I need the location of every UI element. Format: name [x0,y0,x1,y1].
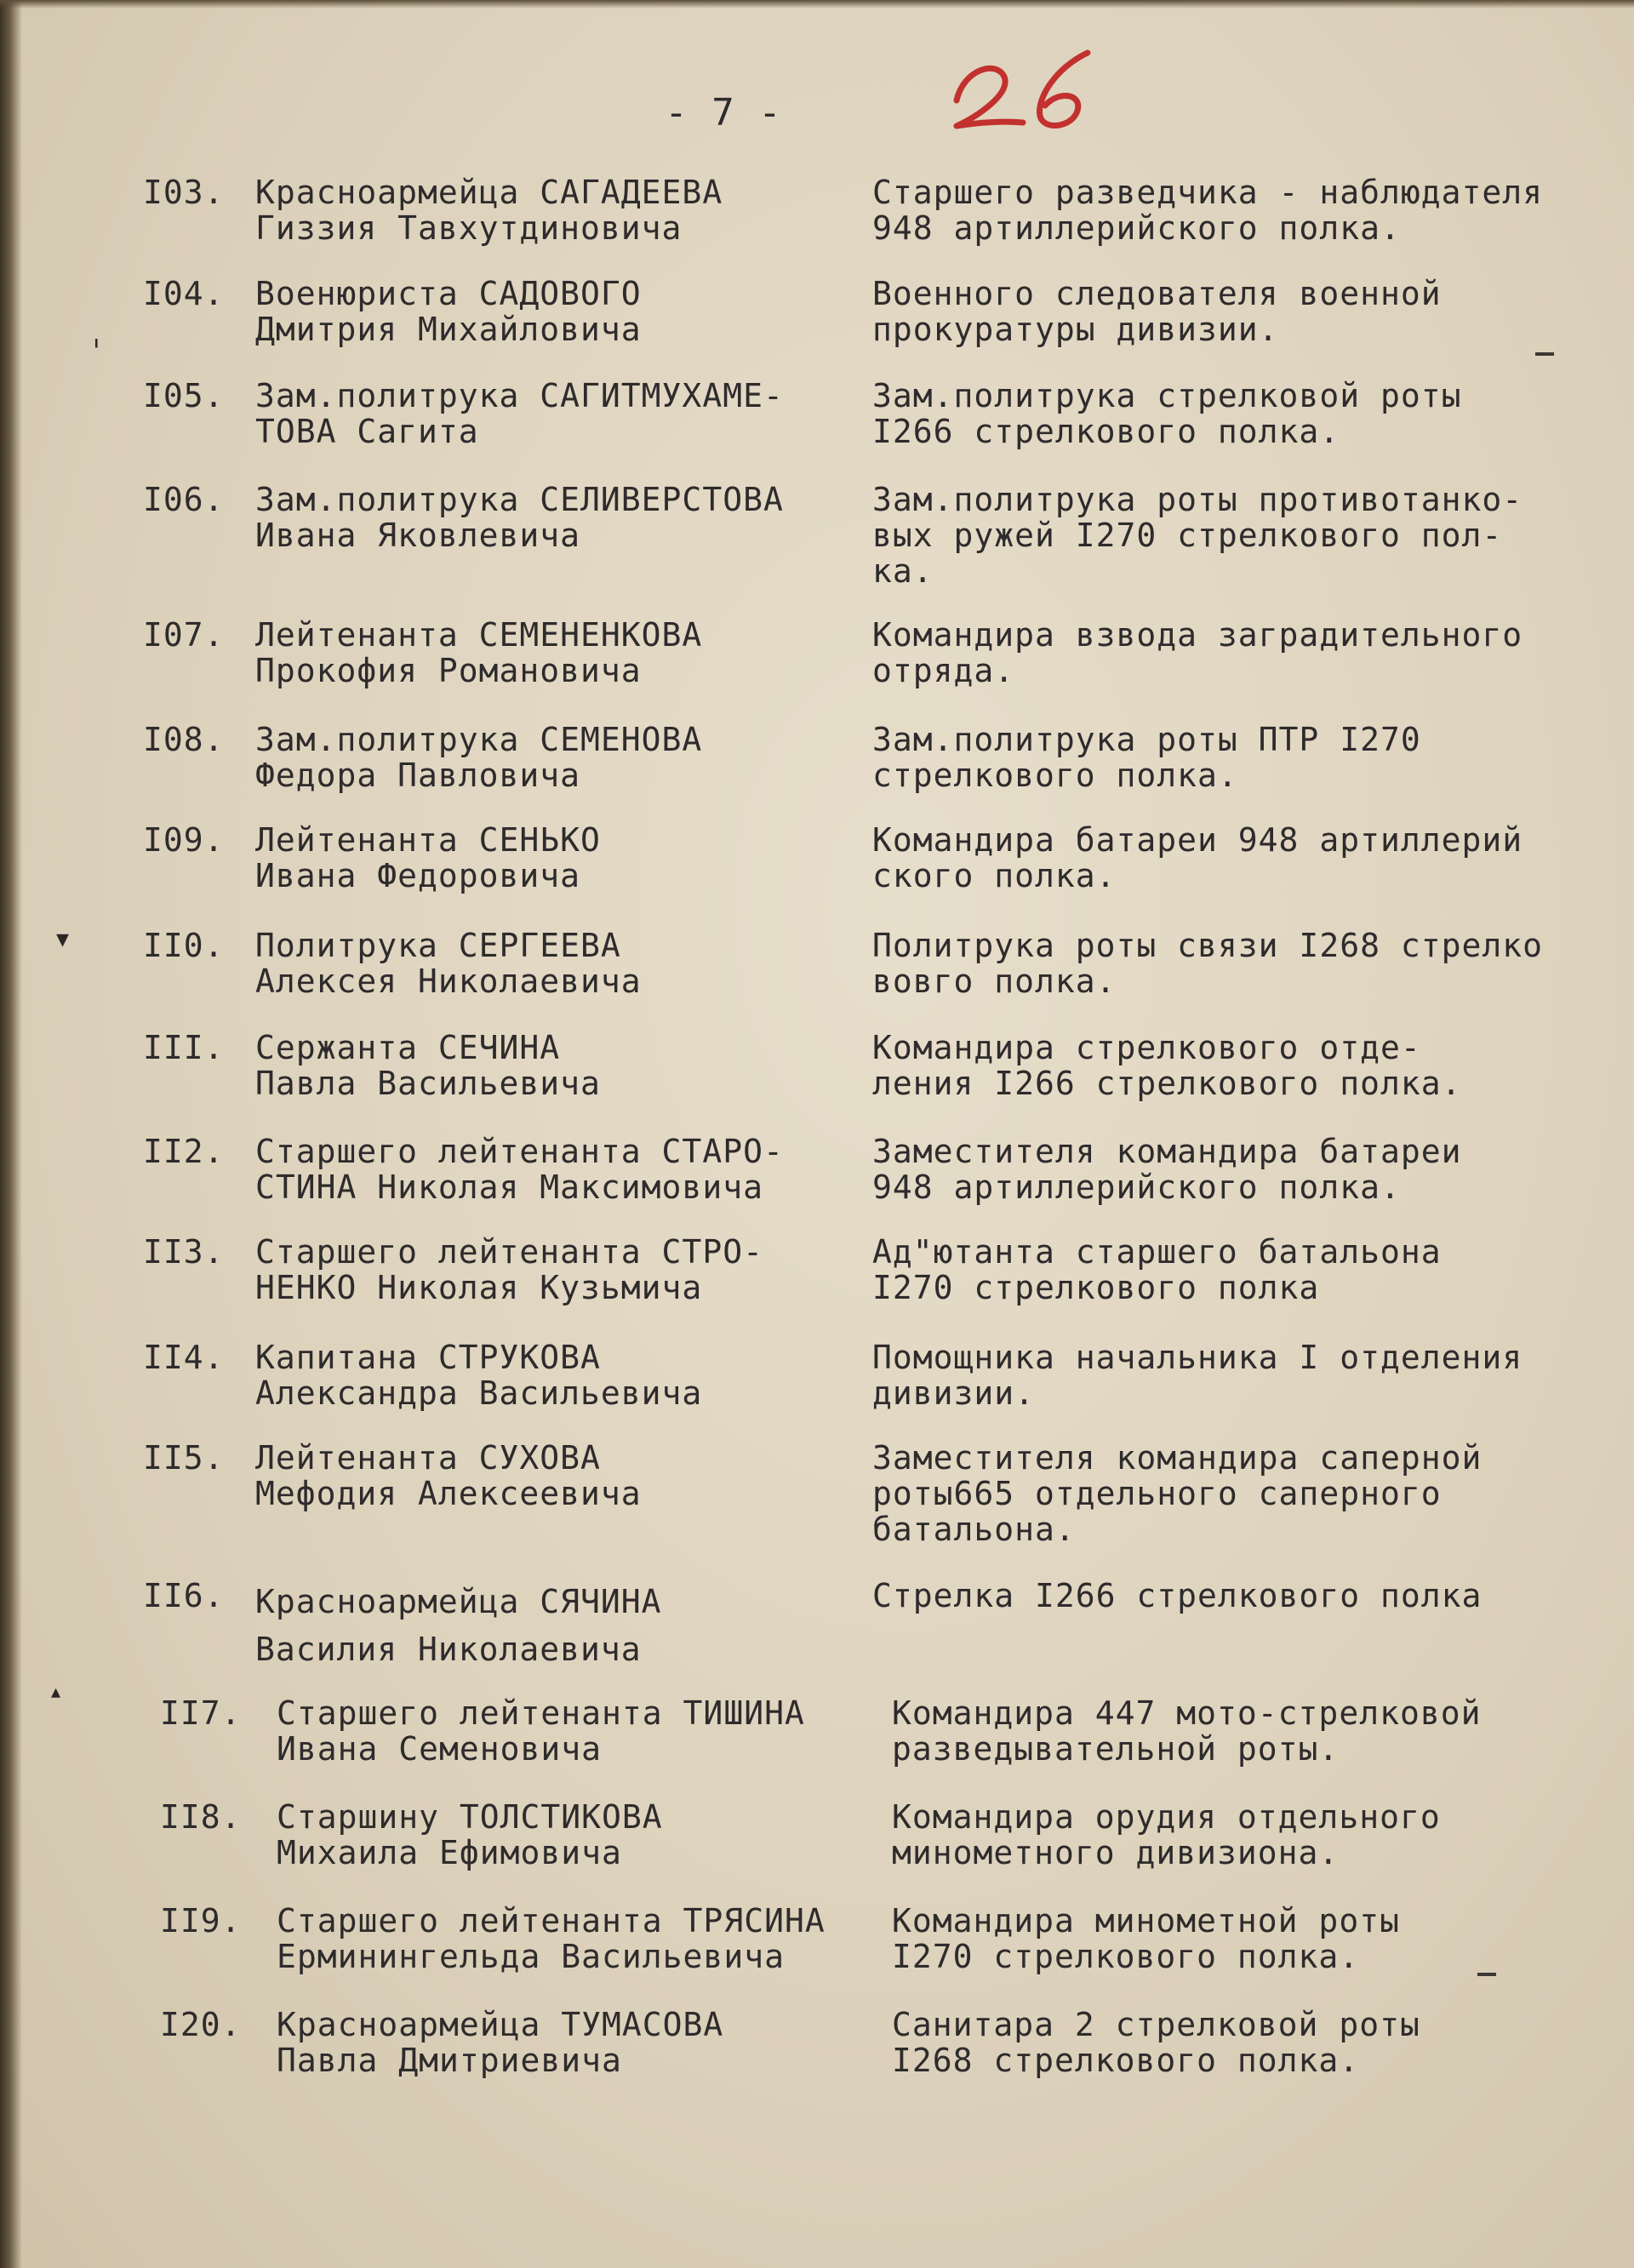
margin-tick-mark: ˌ [92,313,101,351]
entry-person: Зам.политрука САГИТМУХАМЕ- ТОВА Сагита [255,377,784,450]
entry-number: I04. [143,275,225,312]
entry-number: II8. [160,1798,242,1836]
entry-person: Политрука СЕРГЕЕВА Алексея Николаевича [255,927,642,1000]
entry-person: Красноармейца ТУМАСОВА Павла Дмитриевича [277,2006,724,2079]
entry-person: Старшину ТОЛСТИКОВА Михаила Ефимовича [277,1798,663,1871]
entry-position: Командира орудия отдельного минометного дивизиона. [892,1798,1441,1871]
entry-position: Санитара 2 стрелковой роты I268 стрелкового полка. [892,2006,1420,2079]
entry-position: Командира взвода заградительного отряда. [872,616,1523,689]
entry-person: Сержанта СЕЧИНА Павла Васильевича [255,1029,601,1102]
entry-number: II0. [143,927,225,964]
entry-position: Зам.политрука роты противотанко- вых ружей I270 стрелкового пол- ка. [872,481,1523,590]
entry-person: Красноармейца САГАДЕЕВА Гиззия Тавхутдиновича [255,174,723,247]
entry-person: Военюриста САДОВОГО Дмитрия Михайловича [255,275,642,348]
entry-position: Командира минометной роты I270 стрелкового полка. [892,1902,1400,1975]
entry-position: Ад"ютанта старшего батальона I270 стрелкового полка [872,1233,1442,1306]
entry-person: Старшего лейтенанта ТРЯСИНА Ерминингельда Васильевича [277,1902,826,1975]
entry-number: I20. [160,2006,242,2043]
entry-person: Лейтенанта СУХОВА Мефодия Алексеевича [255,1439,642,1512]
entry-number: I06. [143,481,225,518]
entry-number: I08. [143,721,225,758]
entry-person: Старшего лейтенанта ТИШИНА Ивана Семеновича [277,1694,805,1768]
entry-number: II3. [143,1233,225,1271]
entry-person: Зам.политрука СЕМЕНОВА Федора Павловича [255,721,703,794]
margin-tick-mark [1535,352,1554,356]
entry-person: Лейтенанта СЕМЕНЕНКОВА Прокофия Романовича [255,616,703,689]
entry-position: Заместителя командира батареи 948 артиллерийского полка. [872,1133,1462,1206]
entry-position: Стрелка I266 стрелкового полка [872,1577,1483,1614]
entry-number: II4. [143,1339,225,1376]
entry-number: I05. [143,377,225,414]
entry-number: II7. [160,1694,242,1732]
entry-number: II2. [143,1133,225,1170]
margin-tick-mark [1477,1973,1496,1976]
page-left-edge [0,0,22,2268]
entry-number: II5. [143,1439,225,1477]
entry-position: Зам.политрука роты ПТР I270 стрелкового полка. [872,721,1421,794]
margin-tick-mark: ▴ [51,1682,61,1703]
entry-number: III. [143,1029,225,1066]
entry-person: Красноармейца СЯЧИНА Василия Николаевича [255,1583,662,1668]
entry-person: Старшего лейтенанта СТРО- НЕНКО Николая Кузьмича [255,1233,763,1306]
entry-number: II6. [143,1577,225,1614]
entry-person: Капитана СТРУКОВА Александра Васильевича [255,1339,703,1412]
page-number: - 7 - [665,91,782,134]
entry-position: Заместителя командира саперной роты665 отдельного саперного батальона. [872,1439,1483,1548]
entry-position: Старшего разведчика - наблюдателя 948 артиллерийского полка. [872,174,1543,247]
entry-position: Военного следователя военной прокуратуры дивизии. [872,275,1442,348]
entry-person: Зам.политрука СЕЛИВЕРСТОВА Ивана Яковлевича [255,481,784,554]
entry-person: Старшего лейтенанта СТАРО- СТИНА Николая Максимовича [255,1133,784,1206]
entry-position: Помощника начальника I отделения дивизии. [872,1339,1523,1412]
entry-position: Зам.политрука стрелковой роты I266 стрелкового полка. [872,377,1462,450]
entry-position: Политрука роты связи I268 стрелко вовго полка. [872,927,1543,1000]
entry-number: I09. [143,821,225,859]
entry-position: Командира стрелкового отде- ления I266 стрелкового полка. [872,1029,1462,1102]
entry-person: Лейтенанта СЕНЬКО Ивана Федоровича [255,821,601,894]
entry-number: II9. [160,1902,242,1940]
entry-position: Командира 447 мото-стрелковой разведывательной роты. [892,1694,1482,1768]
entry-position: Командира батареи 948 артиллерий ского полка. [872,821,1523,894]
entry-number: I03. [143,174,225,211]
entry-number: I07. [143,616,225,654]
handwritten-page-number [945,34,1115,136]
margin-tick-mark: ▾ [56,924,70,954]
page-top-edge [0,0,1634,9]
